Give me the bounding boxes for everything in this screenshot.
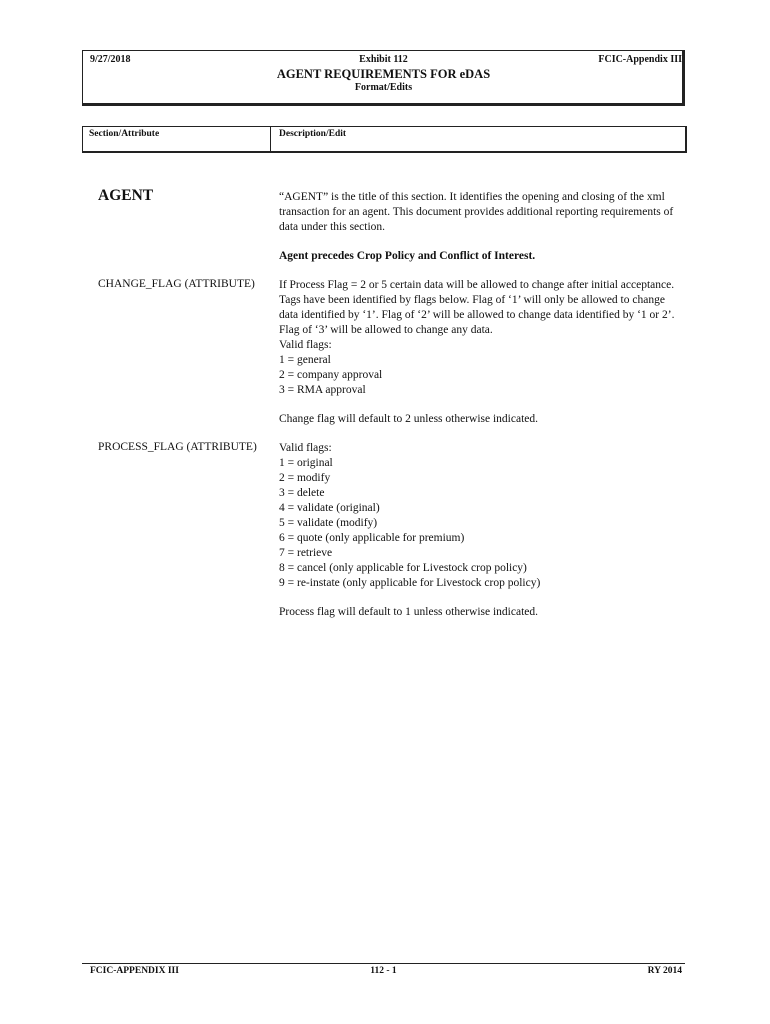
column-divider <box>270 126 271 153</box>
agent-precedes-note: Agent precedes Crop Policy and Conflict of Interest. <box>279 250 536 262</box>
header-date: 9/27/2018 <box>90 54 131 65</box>
process-flag-item: 6 = quote (only applicable for premium) <box>279 532 465 544</box>
change-flag-item: 1 = general <box>279 354 331 366</box>
process-flag-item: 4 = validate (original) <box>279 502 380 514</box>
agent-description: “AGENT” is the title of this section. It identifies the opening and closing of the xml transaction for an agent. This document provides additional reporting requirements of data under this section. <box>279 191 674 233</box>
header-appendix: FCIC-Appendix III <box>598 54 682 65</box>
header-exhibit: Exhibit 112 <box>359 54 408 65</box>
process-flag-valid-label: Valid flags: <box>279 442 332 454</box>
section-title-agent: AGENT <box>98 187 154 204</box>
process-flag-item: 8 = cancel (only applicable for Livestock crop policy) <box>279 562 527 574</box>
process-flag-description-block <box>279 441 684 620</box>
footer-left: FCIC-APPENDIX III <box>90 966 179 976</box>
process-flag-item: 9 = re-instate (only applicable for Livestock crop policy) <box>279 577 541 589</box>
process-flag-item: 2 = modify <box>279 472 331 484</box>
change-flag-item: 2 = company approval <box>279 369 383 381</box>
footer-right: RY 2014 <box>647 966 682 976</box>
process-flag-default-note: Process flag will default to 1 unless otherwise indicated. <box>279 606 539 618</box>
process-flag-item: 3 = delete <box>279 487 325 499</box>
column-header-table <box>82 126 687 153</box>
process-flag-item: 7 = retrieve <box>279 547 333 559</box>
process-flag-item: 5 = validate (modify) <box>279 517 378 529</box>
change-flag-valid-label: Valid flags: <box>279 339 332 351</box>
change-flag-description-block <box>279 278 684 427</box>
change-flag-item: 3 = RMA approval <box>279 384 366 396</box>
change-flag-default-note: Change flag will default to 2 unless otherwise indicated. <box>279 413 539 425</box>
process-flag-item: 1 = original <box>279 457 333 469</box>
attribute-process-flag: PROCESS_FLAG (ATTRIBUTE) <box>98 441 257 453</box>
change-flag-description: If Process Flag = 2 or 5 certain data will be allowed to change after initial acceptance. Tags have been identified by flags below. Flag of ‘1’ will only be allowed to change data identified by ‘1’. Flag of ‘2’ will be allowed to change data identified by ‘1 or 2’. Flag of ‘3’ will be allowed to change any data. <box>279 279 675 336</box>
header-title: AGENT REQUIREMENTS FOR eDAS <box>276 67 491 81</box>
footer-page-number: 112 - 1 <box>370 966 397 976</box>
attribute-change-flag: CHANGE_FLAG (ATTRIBUTE) <box>98 278 255 290</box>
column-label-description: Description/Edit <box>279 129 347 139</box>
column-label-section: Section/Attribute <box>89 129 160 139</box>
footer-rule <box>82 963 685 964</box>
header-subtitle: Format/Edits <box>354 82 413 93</box>
agent-description-block <box>279 190 684 264</box>
